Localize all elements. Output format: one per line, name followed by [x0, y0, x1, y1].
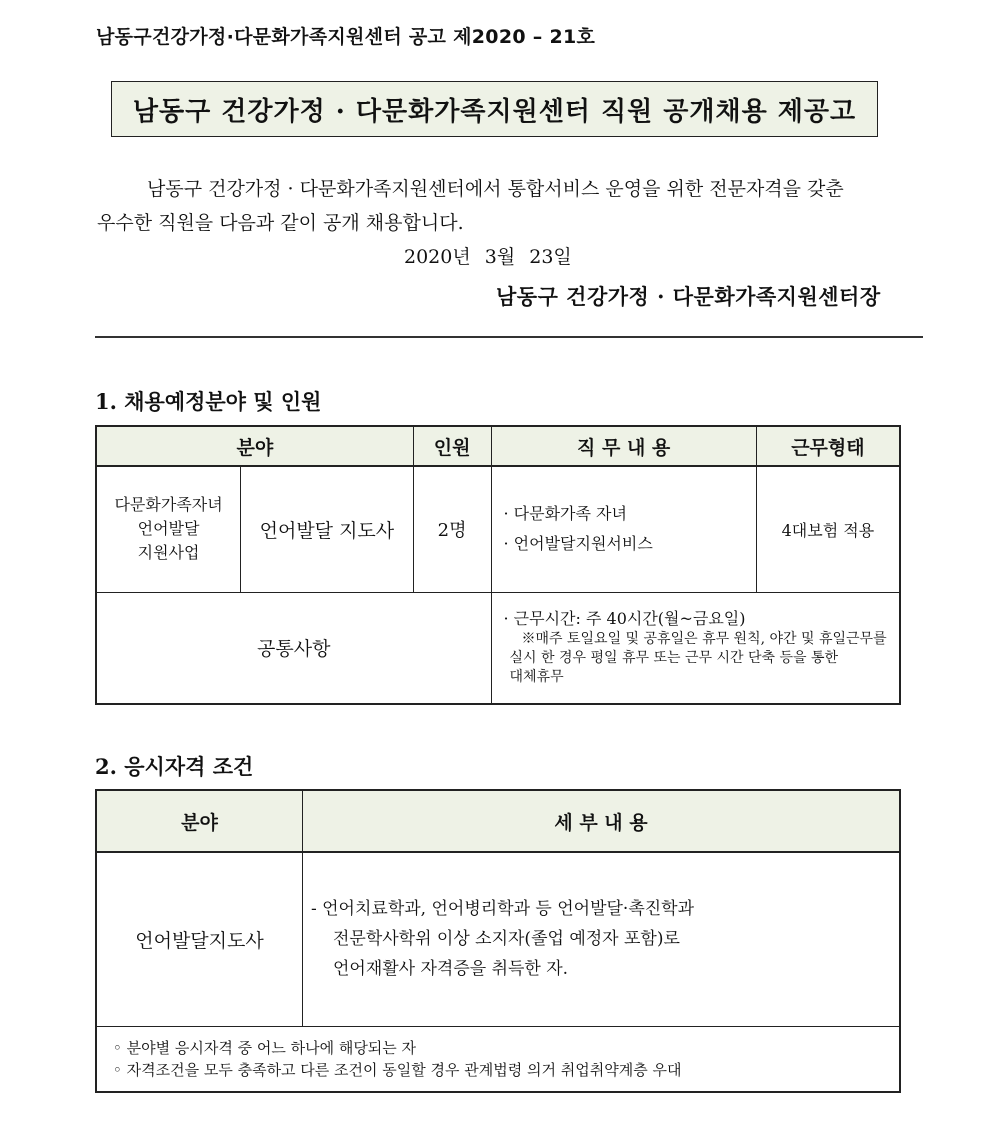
table-header-row — [96, 426, 900, 466]
header-detail: 세 부 내 용 — [302, 790, 900, 852]
intro-line-2: 우수한 직원을 다음과 같이 공개 채용합니다. — [97, 212, 464, 234]
section-1-heading: 1. 채용예정분야 및 인원 — [95, 389, 322, 414]
qualification-table — [95, 789, 901, 1093]
notice-number: 남동구건강가정·다문화가족지원센터 공고 제2020 – 21호 — [96, 26, 596, 48]
qualification-field: 언어발달지도사 — [96, 852, 302, 1026]
divider — [95, 336, 923, 338]
header-work-type: 근무형태 — [756, 426, 900, 466]
header-duties: 직 무 내 용 — [491, 426, 756, 466]
table-row — [96, 466, 900, 592]
duty-item: · 언어발달지원서비스 — [503, 534, 653, 554]
note-line: 실시 한 경우 평일 휴무 또는 근무 시간 단축 등을 통한 — [509, 650, 839, 667]
table-row — [96, 1026, 900, 1092]
duty-item: · 다문화가족 자녀 — [503, 504, 627, 524]
footnote: ◦ 분야별 응시자격 중 어느 하나에 해당되는 자 — [113, 1038, 417, 1057]
work-hours: · 근무시간: 주 40시간(월~금요일) — [503, 609, 746, 629]
duties — [491, 466, 756, 592]
detail-line: - 언어치료학과, 언어병리학과 등 언어발달·촉진학과 — [310, 899, 695, 920]
section-2-heading: 2. 응시자격 조건 — [95, 754, 254, 779]
header-field: 분야 — [96, 426, 413, 466]
table-header-row — [96, 790, 900, 852]
intro-line-1: 남동구 건강가정 · 다문화가족지원센터에서 통합서비스 운영을 위한 전문자격을 갖춘 — [147, 178, 844, 200]
header-field: 분야 — [96, 790, 302, 852]
field-program-line: 지원사업 — [137, 543, 200, 563]
header-count: 인원 — [413, 426, 491, 466]
footnote: ◦ 자격조건을 모두 충족하고 다른 조건이 동일할 경우 관계법령 의거 취업취약계층 우대 — [113, 1060, 682, 1079]
notice-date: 2020년 3월 23일 — [404, 246, 572, 268]
common-details — [491, 592, 900, 704]
field-program — [96, 466, 241, 592]
qualification-detail — [302, 852, 900, 1026]
table-row — [96, 852, 900, 1026]
work-type: 4대보험 적용 — [756, 466, 900, 592]
signer: 남동구 건강가정 · 다문화가족지원센터장 — [496, 284, 881, 309]
holiday-note — [504, 630, 900, 687]
common-label: 공통사항 — [96, 592, 491, 704]
document-title: 남동구 건강가정 · 다문화가족지원센터 직원 공개채용 제공고 — [111, 81, 878, 137]
intro-paragraph — [97, 172, 897, 240]
footnotes — [96, 1026, 900, 1092]
note-line: 대체휴무 — [509, 669, 564, 686]
headcount: 2명 — [413, 466, 491, 592]
field-program-line: 다문화가족자녀 — [114, 495, 223, 515]
field-role: 언어발달 지도사 — [241, 466, 414, 592]
field-program-line: 언어발달 — [137, 519, 200, 539]
note-line: ※매주 토일요일 및 공휴일은 휴무 원칙, 야간 및 휴일근무를 — [521, 631, 887, 648]
detail-line: 전문학사학위 이상 소지자(졸업 예정자 포함)로 — [332, 929, 680, 950]
table-row — [96, 592, 900, 704]
recruitment-table — [95, 425, 901, 705]
detail-line: 언어재활사 자격증을 취득한 자. — [332, 959, 569, 980]
